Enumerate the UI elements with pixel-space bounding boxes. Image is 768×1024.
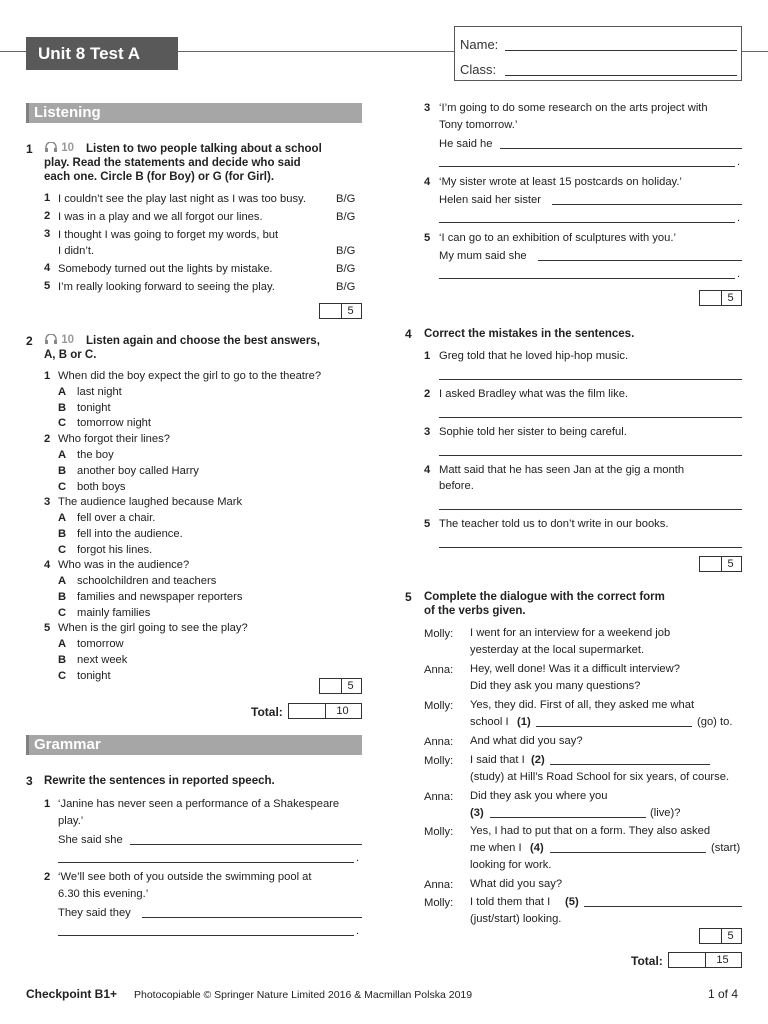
- q1-item-text: I thought I was going to forget my words, but: [58, 229, 279, 241]
- gap-field-4[interactable]: [550, 852, 706, 853]
- dialogue-line: I went for an interview for a weekend job: [470, 627, 671, 639]
- option-letter[interactable]: C: [58, 481, 67, 493]
- q4-item-text: I asked Bradley what was the film like.: [439, 388, 629, 400]
- q2-item-number: 4: [44, 559, 51, 571]
- q5-number: 5: [405, 590, 412, 604]
- q2-item-number: 1: [44, 370, 51, 382]
- q4-instruction: Correct the mistakes in the sentences.: [424, 328, 635, 340]
- answer-line[interactable]: [439, 417, 742, 418]
- verb-hint: (go) to.: [697, 716, 733, 728]
- answer-line[interactable]: [439, 455, 742, 456]
- q2-question: Who was in the audience?: [58, 559, 190, 571]
- answer-line[interactable]: [130, 844, 362, 845]
- answer-line[interactable]: [552, 204, 742, 205]
- total-label: Total:: [631, 954, 663, 968]
- q1-item-number: 3: [44, 228, 51, 240]
- answer-line[interactable]: [439, 278, 735, 279]
- verb-hint: (just/start) looking.: [470, 913, 562, 925]
- class-label: Class:: [460, 62, 497, 77]
- listening-heading: Listening: [26, 103, 362, 123]
- dialogue-line: I said that I: [470, 754, 525, 766]
- answer-line[interactable]: [142, 917, 362, 918]
- option-text: both boys: [77, 481, 126, 493]
- option-letter[interactable]: A: [58, 512, 67, 524]
- dialogue-line: What did you say?: [470, 878, 563, 890]
- dialogue-line: yesterday at the local supermarket.: [470, 644, 645, 656]
- q3-lead: Helen said her sister: [439, 194, 541, 206]
- option-text: tonight: [77, 402, 111, 414]
- total-max: 10: [336, 705, 349, 717]
- gap-field-2[interactable]: [550, 764, 710, 765]
- headphones-icon: [44, 334, 58, 344]
- q3-lead: He said he: [439, 138, 493, 150]
- q1-answer-bg[interactable]: B/G: [336, 263, 356, 275]
- q1-item-text: I’m really looking forward to seeing the play.: [58, 281, 275, 293]
- speaker: Anna:: [424, 736, 454, 748]
- q1-audio: [44, 142, 74, 154]
- option-letter[interactable]: B: [58, 654, 67, 666]
- option-text: forgot his lines.: [77, 544, 153, 556]
- answer-line[interactable]: [538, 260, 742, 261]
- q3-item-number: 2: [44, 871, 51, 883]
- option-text: the boy: [77, 449, 114, 461]
- gap-field-5[interactable]: [584, 906, 742, 907]
- option-letter[interactable]: B: [58, 528, 67, 540]
- q2-item-number: 3: [44, 496, 51, 508]
- answer-line[interactable]: [439, 166, 735, 167]
- q3-item-number: 1: [44, 798, 51, 810]
- dialogue-line: looking for work.: [470, 859, 552, 871]
- option-letter[interactable]: B: [58, 591, 67, 603]
- q3-item-text: Tony tomorrow.’: [439, 119, 518, 131]
- answer-line[interactable]: [500, 148, 742, 149]
- dialogue-line: Hey, well done! Was it a difficult interview?: [470, 663, 680, 675]
- q1-item-number: 5: [44, 280, 51, 292]
- q4-item-number: 3: [424, 426, 431, 438]
- score-max: 5: [347, 680, 354, 692]
- q3-item-text: ‘We’ll see both of you outside the swimming pool at: [58, 871, 312, 883]
- verb-hint: (live)?: [650, 807, 681, 819]
- gap-number: (3): [470, 807, 484, 819]
- dialogue-line: school I: [470, 716, 509, 728]
- dialogue-line: I told them that I: [470, 896, 551, 908]
- q1-instruction-1: Listen to two people talking about a school: [86, 143, 322, 155]
- option-text: families and newspaper reporters: [77, 591, 243, 603]
- q1-instruction-3: each one. Circle B (for Boy) or G (for Girl).: [44, 171, 275, 183]
- q2-question: When is the girl going to see the play?: [58, 622, 248, 634]
- answer-line[interactable]: [439, 509, 742, 510]
- footer-brand: Checkpoint B1+: [26, 987, 118, 1001]
- dialogue-line: Did they ask you many questions?: [470, 680, 641, 692]
- q1-item-text: I couldn’t see the play last night as I was too busy.: [58, 193, 306, 205]
- option-text: mainly families: [77, 607, 151, 619]
- option-letter[interactable]: C: [58, 544, 67, 556]
- speaker: Anna:: [424, 664, 454, 676]
- q4-item-number: 5: [424, 518, 431, 530]
- q5-score-box[interactable]: [699, 928, 742, 944]
- q4-number: 4: [405, 327, 412, 341]
- q2-question: Who forgot their lines?: [58, 433, 170, 445]
- q4-item-text: Greg told that he loved hip-hop music.: [439, 350, 629, 362]
- answer-line[interactable]: [439, 379, 742, 380]
- speaker: Molly:: [424, 755, 454, 767]
- option-letter[interactable]: B: [58, 402, 67, 414]
- q2-audio: [44, 334, 74, 346]
- option-letter[interactable]: C: [58, 607, 67, 619]
- option-text: next week: [77, 654, 128, 666]
- period-mark: .: [737, 156, 741, 168]
- q4-score-box[interactable]: [699, 556, 742, 572]
- dialogue-line: me when I: [470, 842, 522, 854]
- q4-item-number: 4: [424, 464, 431, 476]
- audio-track: 10: [61, 334, 74, 346]
- q2-question: When did the boy expect the girl to go to the theatre?: [58, 370, 322, 382]
- gap-field-1[interactable]: [536, 726, 692, 727]
- option-text: last night: [77, 386, 122, 398]
- q1-instruction-2: play. Read the statements and decide who said: [44, 157, 301, 169]
- q3-item-text: play.’: [58, 815, 84, 827]
- option-text: schoolchildren and teachers: [77, 575, 217, 587]
- q4-item-text: The teacher told us to don’t write in our books.: [439, 518, 669, 530]
- gap-number: (1): [517, 716, 531, 728]
- q1-answer-bg[interactable]: B/G: [336, 281, 356, 293]
- option-text: tonight: [77, 670, 111, 682]
- grammar-total-box[interactable]: [668, 952, 742, 968]
- q1-item-text: I didn’t.: [58, 245, 95, 257]
- answer-line[interactable]: [58, 862, 354, 863]
- q2-instruction-2: A, B or C.: [44, 349, 97, 361]
- score-max: 5: [727, 292, 734, 304]
- q3-item-number: 5: [424, 232, 431, 244]
- q2-item-number: 2: [44, 433, 51, 445]
- total-max: 15: [716, 954, 729, 966]
- answer-line[interactable]: [439, 547, 742, 548]
- q2-item-number: 5: [44, 622, 51, 634]
- speaker: Molly:: [424, 700, 454, 712]
- gap-number: (4): [530, 842, 544, 854]
- option-text: another boy called Harry: [77, 465, 199, 477]
- name-label: Name:: [460, 37, 499, 52]
- dialogue-line: Yes, I had to put that on a form. They also asked: [470, 825, 711, 837]
- q3-item-text: ‘Janine has never seen a performance of a Shakespeare: [58, 798, 340, 810]
- option-letter[interactable]: A: [58, 449, 67, 461]
- verb-hint: (start): [711, 842, 741, 854]
- q1-answer-bg[interactable]: B/G: [336, 245, 356, 257]
- q3-lead: My mum said she: [439, 250, 527, 262]
- dialogue-line: Did they ask you where you: [470, 790, 608, 802]
- answer-line[interactable]: [58, 935, 354, 936]
- q3-lead: They said they: [58, 907, 131, 919]
- total-label: Total:: [251, 705, 283, 719]
- answer-line[interactable]: [439, 222, 735, 223]
- speaker: Molly:: [424, 628, 454, 640]
- q1-item-text: I was in a play and we all forgot our lines.: [58, 211, 263, 223]
- q4-item-text: Matt said that he has seen Jan at the gig a month: [439, 464, 685, 476]
- period-mark: .: [737, 212, 741, 224]
- q1-number: 1: [26, 142, 33, 156]
- score-max: 5: [727, 930, 734, 942]
- q3-item-text: ‘My sister wrote at least 15 postcards on holiday.’: [439, 176, 682, 188]
- option-text: fell over a chair.: [77, 512, 156, 524]
- option-letter[interactable]: C: [58, 417, 67, 429]
- q4-item-number: 2: [424, 388, 431, 400]
- q1-item-number: 1: [44, 192, 51, 204]
- q3-item-number: 4: [424, 176, 431, 188]
- q2-number: 2: [26, 334, 33, 348]
- page-number: 1 of 4: [708, 987, 739, 1001]
- gap-field-3[interactable]: [490, 817, 646, 818]
- speaker: Anna:: [424, 879, 454, 891]
- period-mark: .: [356, 852, 360, 864]
- class-field[interactable]: [505, 75, 737, 76]
- audio-track: 10: [61, 142, 74, 154]
- option-letter[interactable]: A: [58, 575, 67, 587]
- verb-hint: (study) at Hill’s Road School for six years, of course.: [470, 771, 730, 783]
- q1-answer-bg[interactable]: B/G: [336, 211, 356, 223]
- option-letter[interactable]: B: [58, 465, 67, 477]
- option-text: tomorrow night: [77, 417, 151, 429]
- q4-item-text: Sophie told her sister to being careful.: [439, 426, 627, 438]
- score-max: 5: [727, 558, 734, 570]
- q1-item-number: 2: [44, 210, 51, 222]
- q2-question: The audience laughed because Mark: [58, 496, 243, 508]
- dialogue-line: Yes, they did. First of all, they asked me what: [470, 699, 695, 711]
- footer-copyright: Photocopiable © Springer Nature Limited 2016 & Macmillan Polska 2019: [134, 989, 473, 1001]
- q5-instruction-2: of the verbs given.: [424, 605, 526, 617]
- q1-answer-bg[interactable]: B/G: [336, 193, 356, 205]
- listening-total-box[interactable]: [288, 703, 362, 719]
- q2-score-box[interactable]: [319, 678, 362, 694]
- gap-number: (2): [531, 754, 545, 766]
- grammar-heading: Grammar: [26, 735, 362, 755]
- speaker: Molly:: [424, 826, 454, 838]
- q1-item-text: Somebody turned out the lights by mistake.: [58, 263, 273, 275]
- q3-number: 3: [26, 774, 33, 788]
- speaker: Molly:: [424, 897, 454, 909]
- dialogue-line: And what did you say?: [470, 735, 583, 747]
- option-letter[interactable]: A: [58, 386, 67, 398]
- period-mark: .: [737, 268, 741, 280]
- q4-item-text: before.: [439, 480, 474, 492]
- option-text: tomorrow: [77, 638, 124, 650]
- q3-instruction: Rewrite the sentences in reported speech.: [44, 775, 275, 787]
- option-text: fell into the audience.: [77, 528, 183, 540]
- gap-number: (5): [565, 896, 579, 908]
- unit-title: Unit 8 Test A: [26, 37, 178, 70]
- name-class-box: [454, 26, 742, 81]
- q2-instruction-1: Listen again and choose the best answers,: [86, 335, 320, 347]
- speaker: Anna:: [424, 791, 454, 803]
- q3-item-number: 3: [424, 102, 431, 114]
- headphones-icon: [44, 142, 58, 152]
- period-mark: .: [356, 925, 360, 937]
- q4-item-number: 1: [424, 350, 431, 362]
- option-letter[interactable]: A: [58, 638, 67, 650]
- q3-lead: She said she: [58, 834, 123, 846]
- q1-score-box[interactable]: [319, 303, 362, 319]
- q1-item-number: 4: [44, 262, 51, 274]
- name-field[interactable]: [505, 50, 737, 51]
- score-max: 5: [347, 305, 354, 317]
- option-letter[interactable]: C: [58, 670, 67, 682]
- q3-item-text: ‘I can go to an exhibition of sculptures with you.’: [439, 232, 676, 244]
- q3-item-text: ‘I’m going to do some research on the arts project with: [439, 102, 708, 114]
- q3-item-text: 6.30 this evening.’: [58, 888, 149, 900]
- q3-score-box[interactable]: [699, 290, 742, 306]
- q5-instruction-1: Complete the dialogue with the correct form: [424, 591, 665, 603]
